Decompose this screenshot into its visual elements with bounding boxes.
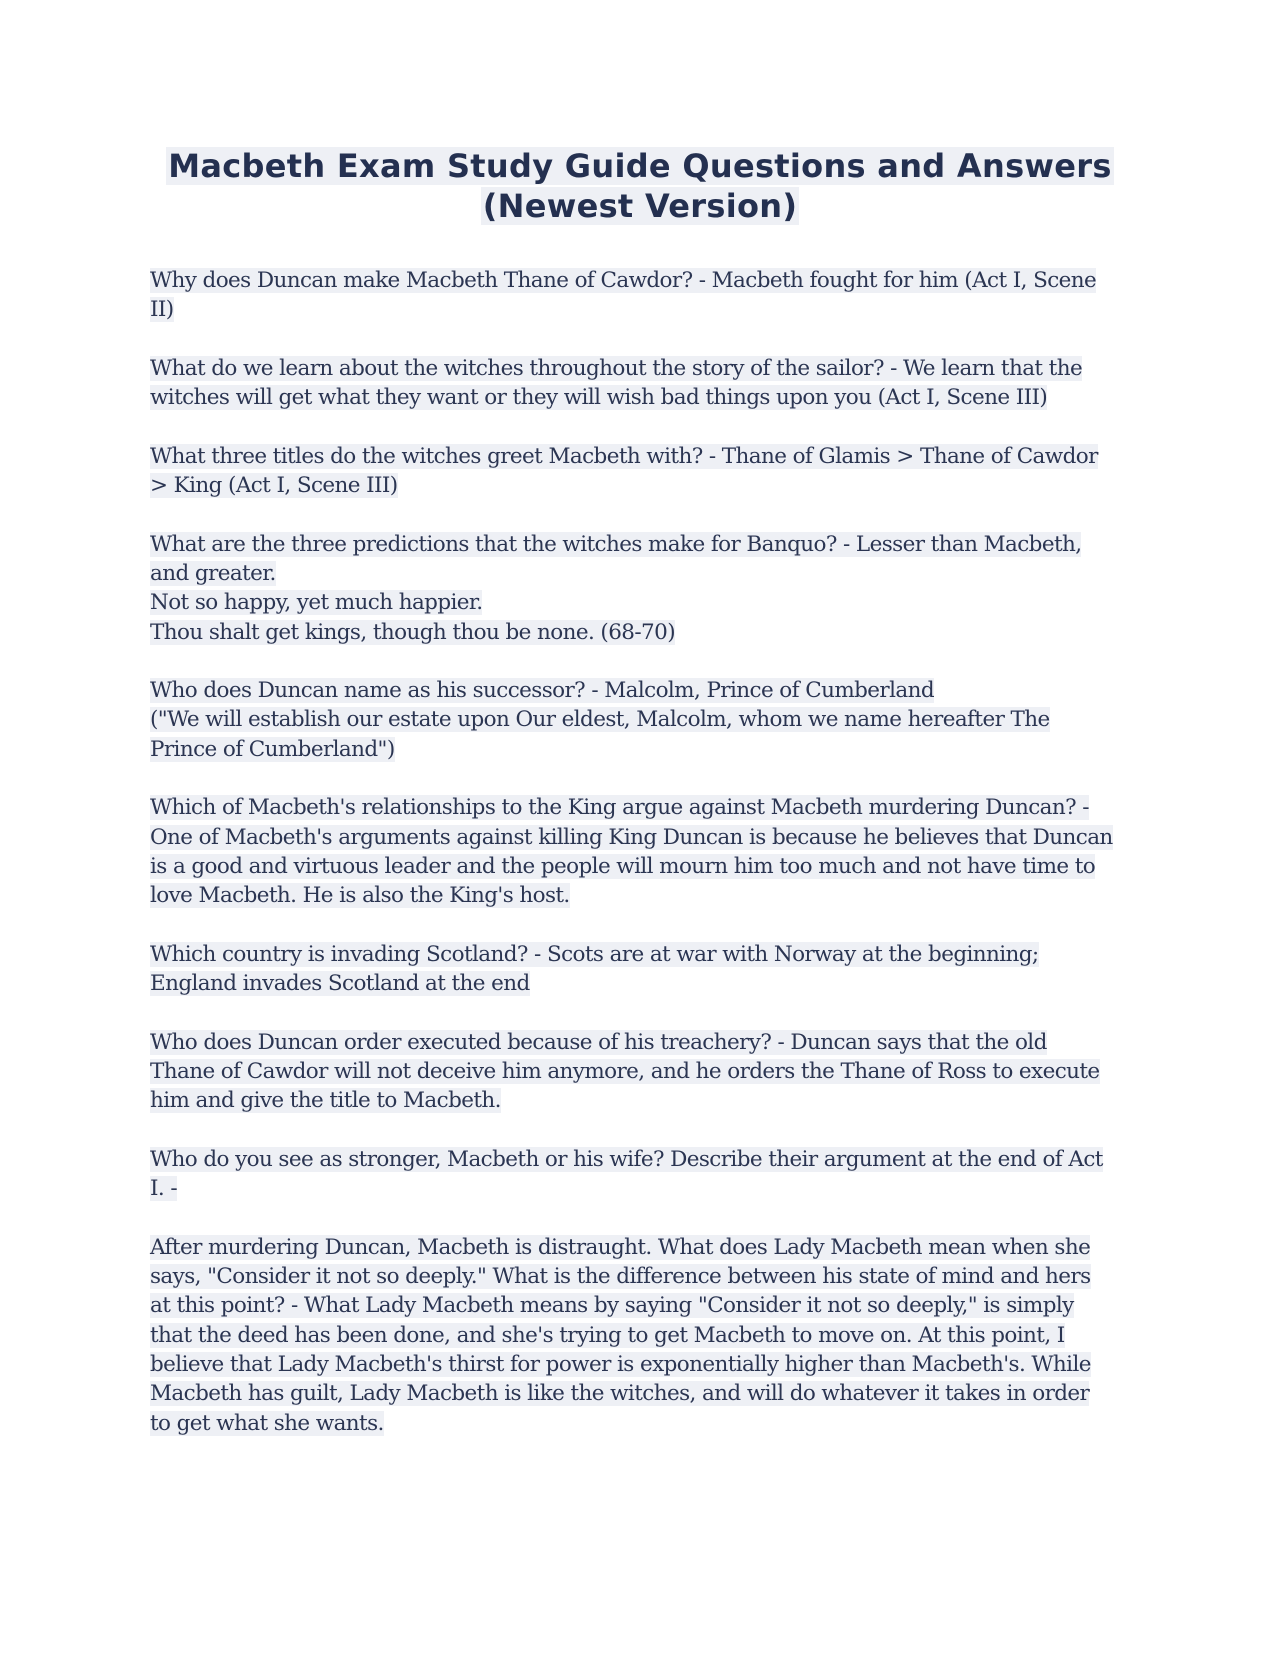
qa-line — [150, 852, 1135, 881]
qa-entry — [150, 1233, 1135, 1438]
qa-line-text: love Macbeth. He is also the King's host. — [150, 883, 570, 909]
qa-line-text: ("We will establish our estate upon Our eldest, Malcolm, whom we name hereafter The — [150, 707, 1050, 733]
title-line — [140, 146, 1140, 186]
qa-entry — [150, 266, 1135, 325]
qa-line-text: Who do you see as stronger, Macbeth or his wife? Describe their argument at the end of Act — [150, 1146, 1103, 1172]
qa-line — [150, 1086, 1135, 1115]
qa-line-text: I. - — [150, 1176, 178, 1202]
qa-line — [150, 1321, 1135, 1350]
qa-line-text: Not so happy, yet much happier. — [150, 590, 483, 616]
qa-line-text: Macbeth has guilt, Lady Macbeth is like the witches, and will do whatever it takes in order — [150, 1381, 1090, 1407]
qa-line — [150, 295, 1135, 324]
document-title — [140, 146, 1140, 226]
qa-entry — [150, 530, 1135, 647]
qa-entry — [150, 1028, 1135, 1116]
qa-line — [150, 530, 1135, 559]
qa-line — [150, 823, 1135, 852]
qa-line-text: believe that Lady Macbeth's thirst for power is exponentially higher than Macbeth's. While — [150, 1351, 1091, 1377]
qa-line-text: Who does Duncan name as his successor? - Malcolm, Prince of Cumberland — [150, 678, 934, 704]
qa-line-text: Prince of Cumberland") — [150, 736, 395, 762]
qa-line-text: says, "Consider it not so deeply." What is the difference between his state of mind and hers — [150, 1264, 1091, 1290]
qa-entry — [150, 354, 1135, 413]
qa-line-text: is a good and virtuous leader and the people will mourn him too much and not have time to — [150, 853, 1096, 879]
qa-line — [150, 1057, 1135, 1086]
qa-line — [150, 471, 1135, 500]
qa-line — [150, 1350, 1135, 1379]
qa-line — [150, 1145, 1135, 1174]
qa-line-text: Who does Duncan order executed because of his treachery? - Duncan says that the old — [150, 1029, 1047, 1055]
qa-line — [150, 881, 1135, 910]
qa-entry — [150, 793, 1135, 910]
qa-line — [150, 940, 1135, 969]
qa-line-text: > King (Act I, Scene III) — [150, 473, 398, 499]
qa-line — [150, 1028, 1135, 1057]
title-line-text: Macbeth Exam Study Guide Questions and Answers — [168, 147, 1112, 185]
qa-line-text: II) — [150, 297, 174, 323]
qa-line — [150, 442, 1135, 471]
qa-line — [150, 735, 1135, 764]
qa-line-text: What are the three predictions that the witches make for Banquo? - Lesser than Macbeth, — [150, 531, 1082, 557]
qa-line-text: England invades Scotland at the end — [150, 971, 530, 997]
qa-line — [150, 1174, 1135, 1203]
qa-line-text: Which country is invading Scotland? - Scots are at war with Norway at the beginning; — [150, 941, 1039, 967]
qa-line-text: One of Macbeth's arguments against killing King Duncan is because he believes that Duncan — [150, 824, 1113, 850]
qa-entry — [150, 442, 1135, 501]
qa-line — [150, 676, 1135, 705]
qa-line — [150, 383, 1135, 412]
qa-line-text: that the deed has been done, and she's trying to get Macbeth to move on. At this point, I — [150, 1322, 1065, 1348]
qa-line — [150, 266, 1135, 295]
qa-line — [150, 1262, 1135, 1291]
qa-line — [150, 559, 1135, 588]
qa-line — [150, 1291, 1135, 1320]
qa-line-text: Thane of Cawdor will not deceive him anymore, and he orders the Thane of Ross to execute — [150, 1059, 1100, 1085]
qa-entry — [150, 940, 1135, 999]
qa-line-text: to get what she wants. — [150, 1410, 384, 1436]
qa-line-text: witches will get what they want or they will wish bad things upon you (Act I, Scene III) — [150, 385, 1048, 411]
qa-line — [150, 969, 1135, 998]
qa-line-text: Thou shalt get kings, though thou be none. (68-70) — [150, 619, 675, 645]
qa-line — [150, 588, 1135, 617]
qa-line — [150, 1233, 1135, 1262]
qa-entry — [150, 1145, 1135, 1204]
qa-line — [150, 705, 1135, 734]
qa-line — [150, 354, 1135, 383]
qa-line-text: and greater. — [150, 560, 276, 586]
title-line — [140, 186, 1140, 226]
qa-line — [150, 1409, 1135, 1438]
qa-entry — [150, 676, 1135, 764]
qa-line-text: Which of Macbeth's relationships to the King argue against Macbeth murdering Duncan? - — [150, 795, 1089, 821]
qa-line — [150, 618, 1135, 647]
qa-line-text: Why does Duncan make Macbeth Thane of Cawdor? - Macbeth fought for him (Act I, Scene — [150, 268, 1097, 293]
title-line-text: (Newest Version) — [482, 187, 798, 225]
qa-line — [150, 1379, 1135, 1408]
qa-line-text: What do we learn about the witches throughout the story of the sailor? - We learn that the — [150, 355, 1083, 381]
qa-line-text: After murdering Duncan, Macbeth is distraught. What does Lady Macbeth mean when she — [150, 1234, 1091, 1260]
qa-line-text: at this point? - What Lady Macbeth means by saying "Consider it not so deeply," is simply — [150, 1293, 1074, 1319]
qa-line-text: What three titles do the witches greet Macbeth with? - Thane of Glamis > Thane of Cawdor — [150, 443, 1098, 469]
qa-line-text: him and give the title to Macbeth. — [150, 1088, 501, 1114]
qa-line — [150, 793, 1135, 822]
qa-list — [150, 266, 1135, 1467]
